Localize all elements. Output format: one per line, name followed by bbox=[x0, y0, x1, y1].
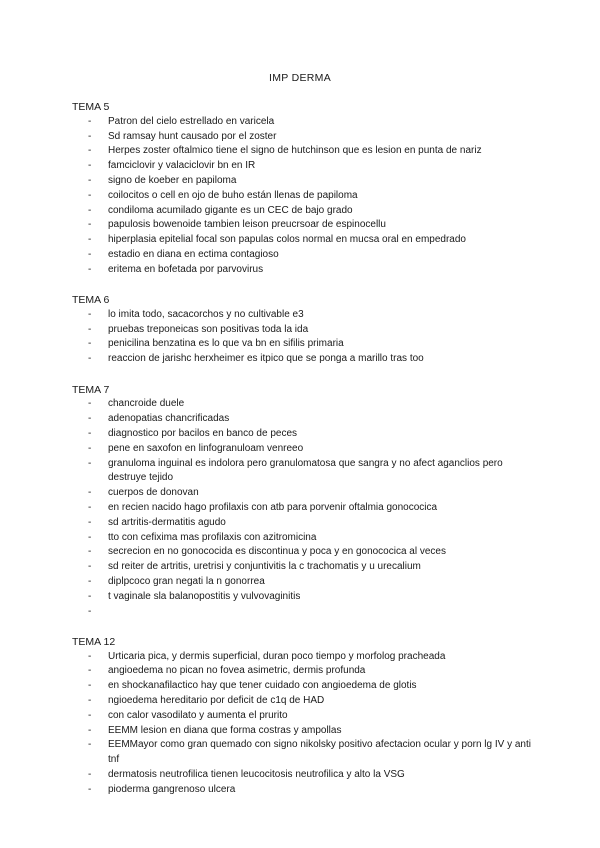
list-item-text: condiloma acumilado gigante es un CEC de bajo grado bbox=[108, 204, 353, 216]
list-item bbox=[72, 664, 542, 679]
list-item-text: coilocitos o cell en ojo de buho están llenas de papiloma bbox=[108, 189, 358, 201]
bullet-dash: - bbox=[88, 694, 92, 706]
list-item-text: secrecion en no gonococida es discontinua y poca y en gonococica al veces bbox=[108, 546, 446, 558]
bullet-dash: - bbox=[88, 531, 92, 543]
bullet-dash: - bbox=[88, 665, 92, 677]
bullet-dash: - bbox=[88, 590, 92, 602]
bullet-dash: - bbox=[88, 398, 92, 410]
list-item-text bbox=[108, 605, 542, 620]
bullet-dash: - bbox=[88, 680, 92, 692]
list-item bbox=[72, 189, 542, 204]
list-item-text: pioderma gangrenoso ulcera bbox=[108, 783, 236, 795]
list-item bbox=[72, 575, 542, 590]
bullet-dash: - bbox=[88, 115, 92, 127]
bullet-dash: - bbox=[88, 338, 92, 350]
bullet-dash: - bbox=[88, 413, 92, 425]
section bbox=[72, 383, 542, 620]
bullet-dash: - bbox=[88, 442, 92, 454]
bullet-dash: - bbox=[88, 353, 92, 365]
bullet-dash: - bbox=[88, 561, 92, 573]
list-item bbox=[72, 233, 542, 248]
list-item-text: signo de koeber en papiloma bbox=[108, 174, 237, 186]
list-item-text: Herpes zoster oftalmico tiene el signo de hutchinson que es lesion en punta de nariz bbox=[108, 145, 482, 157]
bullet-dash: - bbox=[88, 323, 92, 335]
bullet-dash: - bbox=[88, 174, 92, 186]
bullet-dash: - bbox=[88, 219, 92, 231]
list-item bbox=[72, 590, 542, 605]
list-item bbox=[72, 218, 542, 233]
list-item-text: pene en saxofon en linfogranuloam venreeo bbox=[108, 442, 304, 454]
section-title: TEMA 6 bbox=[72, 294, 110, 307]
list-item-text: sd reiter de artritis, uretrisi y conjuntivitis la c trachomatis y u urecalium bbox=[108, 561, 421, 573]
list-item-text: en shockanafilactico hay que tener cuidado con angioedema de glotis bbox=[108, 680, 417, 692]
list-item-text: Patron del cielo estrellado en varicela bbox=[108, 115, 275, 127]
list-item-text: sd artritis-dermatitis agudo bbox=[108, 516, 226, 528]
list-item bbox=[72, 427, 542, 442]
list-item bbox=[72, 679, 542, 694]
bullet-dash: - bbox=[88, 501, 92, 513]
list-item bbox=[72, 115, 542, 130]
bullet-dash: - bbox=[88, 145, 92, 157]
list-item bbox=[72, 531, 542, 546]
document-title: IMP DERMA bbox=[268, 72, 331, 84]
bullet-dash: - bbox=[88, 739, 92, 751]
list-item-text: famciclovir y valaciclovir bn en IR bbox=[108, 160, 256, 172]
list-item-text: estadio en diana en ectima contagioso bbox=[108, 248, 279, 260]
list-item bbox=[72, 130, 542, 145]
list-item-text: ngioedema hereditario por deficit de c1q de HAD bbox=[108, 694, 325, 706]
list-item bbox=[72, 783, 542, 798]
list-item bbox=[72, 486, 542, 501]
list-item-text: Urticaria pica, y dermis superficial, duran poco tiempo y morfolog pracheada bbox=[108, 650, 446, 662]
list-item bbox=[72, 248, 542, 263]
list-item-text: granuloma inguinal es indolora pero granulomatosa que sangra y no afect aganclios pero destruye tejido bbox=[108, 457, 503, 484]
list-item bbox=[72, 442, 542, 457]
list-item bbox=[72, 323, 542, 338]
section bbox=[72, 635, 542, 798]
list-item bbox=[72, 738, 542, 768]
bullet-dash: - bbox=[88, 575, 92, 587]
list-item bbox=[72, 352, 542, 367]
list-item bbox=[72, 263, 542, 278]
list-item bbox=[72, 457, 542, 487]
list-item-text: EEMMayor como gran quemado con signo nikolsky positivo afectacion ocular y porn lg IV y anti tnf bbox=[108, 739, 531, 766]
list-item-text: pruebas treponeicas son positivas toda la ida bbox=[108, 323, 309, 335]
list-item bbox=[72, 308, 542, 323]
list-item-text: tto con cefixima mas profilaxis con azitromicina bbox=[108, 531, 317, 543]
list-item-text: eritema en bofetada por parvovirus bbox=[108, 263, 264, 275]
list-item-text: en recien nacido hago profilaxis con atb para porvenir oftalmia gonococica bbox=[108, 501, 438, 513]
bullet-dash: - bbox=[88, 605, 92, 617]
list-item-text: adenopatias chancrificadas bbox=[108, 413, 230, 425]
bullet-dash: - bbox=[88, 546, 92, 558]
list-item-text: hiperplasia epitelial focal son papulas colos normal en mucsa oral en empedrado bbox=[108, 234, 466, 246]
list-item bbox=[72, 412, 542, 427]
section bbox=[72, 293, 542, 367]
list-item-text: dermatosis neutrofilica tienen leucocitosis neutrofilica y alto la VSG bbox=[108, 768, 405, 780]
list-item bbox=[72, 144, 542, 159]
bullet-dash: - bbox=[88, 308, 92, 320]
bullet-dash: - bbox=[88, 457, 92, 469]
list-item-text: chancroide duele bbox=[108, 398, 185, 410]
list-item bbox=[72, 545, 542, 560]
list-item-text: papulosis bowenoide tambien leison preucrsoar de espinocellu bbox=[108, 219, 386, 231]
list-item bbox=[72, 204, 542, 219]
list-item-text: EEMM lesion en diana que forma costras y ampollas bbox=[108, 724, 342, 736]
list-item bbox=[72, 560, 542, 575]
bullet-dash: - bbox=[88, 248, 92, 260]
bullet-dash: - bbox=[88, 427, 92, 439]
bullet-dash: - bbox=[88, 487, 92, 499]
list-item-text: Sd ramsay hunt causado por el zoster bbox=[108, 130, 277, 142]
list-item-text: diagnostico por bacilos en banco de peces bbox=[108, 427, 298, 439]
list-item-text: con calor vasodilato y aumenta el prurito bbox=[108, 709, 288, 721]
bullet-dash: - bbox=[88, 189, 92, 201]
bullet-dash: - bbox=[88, 516, 92, 528]
list-item-text: cuerpos de donovan bbox=[108, 487, 199, 499]
list-item bbox=[72, 501, 542, 516]
document-content bbox=[72, 100, 542, 813]
list-item bbox=[72, 709, 542, 724]
section-title: TEMA 7 bbox=[72, 383, 110, 396]
section-title: TEMA 12 bbox=[72, 635, 116, 648]
list-item bbox=[72, 174, 542, 189]
bullet-dash: - bbox=[88, 130, 92, 142]
list-item-text: angioedema no pican no fovea asimetric, dermis profunda bbox=[108, 665, 366, 677]
bullet-dash: - bbox=[88, 709, 92, 721]
list-item bbox=[72, 605, 542, 620]
bullet-dash: - bbox=[88, 263, 92, 275]
list-item bbox=[72, 768, 542, 783]
bullet-dash: - bbox=[88, 234, 92, 246]
list-item bbox=[72, 724, 542, 739]
bullet-dash: - bbox=[88, 160, 92, 172]
bullet-dash: - bbox=[88, 783, 92, 795]
bullet-dash: - bbox=[88, 650, 92, 662]
list-item bbox=[72, 694, 542, 709]
section-title: TEMA 5 bbox=[72, 101, 110, 113]
list-item bbox=[72, 159, 542, 174]
list-item bbox=[72, 337, 542, 352]
list-item bbox=[72, 397, 542, 412]
bullet-dash: - bbox=[88, 204, 92, 216]
list-item bbox=[72, 650, 542, 665]
bullet-dash: - bbox=[88, 724, 92, 736]
list-item bbox=[72, 516, 542, 531]
list-item-text: t vaginale sla balanopostitis y vulvovaginitis bbox=[108, 590, 301, 602]
list-item-text: penicilina benzatina es lo que va bn en sifilis primaria bbox=[108, 338, 344, 350]
list-item-text: lo imita todo, sacacorchos y no cultivable e3 bbox=[108, 308, 304, 320]
list-item-text: reaccion de jarishc herxheimer es itpico que se ponga a marillo tras too bbox=[108, 353, 424, 365]
bullet-dash: - bbox=[88, 768, 92, 780]
list-item-text: diplpcoco gran negati la n gonorrea bbox=[108, 575, 265, 587]
section bbox=[72, 100, 542, 278]
